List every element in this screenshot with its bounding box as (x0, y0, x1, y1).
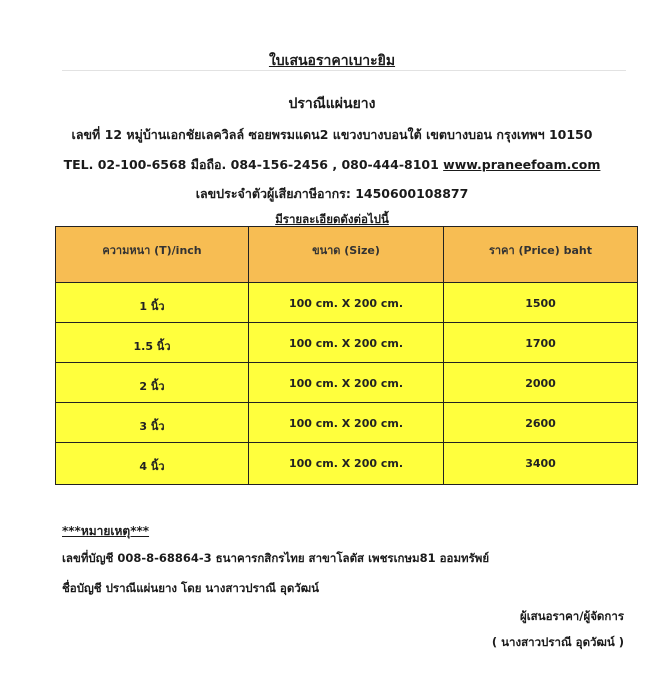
signature-name: ( นางสาวปราณี อุดวัฒน์ ) (491, 635, 624, 649)
cell-thickness: 1 นิ้ว (56, 283, 249, 323)
cell-thickness: 2 นิ้ว (56, 363, 249, 403)
phone-numbers: TEL. 02-100-6568 มือถือ. 084-156-2456 , 080-444-8101 (63, 157, 439, 172)
cell-size: 100 cm. X 200 cm. (249, 323, 444, 363)
header-price: ราคา (Price) baht (444, 227, 638, 283)
tax-id: เลขประจำตัวผู้เสียภาษีอากร: 1450600108877 (195, 186, 469, 201)
table-row (56, 283, 638, 323)
bank-account: เลขที่บัญชี 008-8-68864-3 ธนาคารกสิกรไทย สาขาโลตัส เพชรเกษม81 ออมทรัพย์ (62, 551, 490, 565)
table-row (56, 363, 638, 403)
cell-thickness: 4 นิ้ว (56, 443, 249, 485)
cell-thickness: 1.5 นิ้ว (56, 323, 249, 363)
cell-price: 2600 (444, 403, 638, 443)
notes-heading: ***หมายเหตุ*** (62, 524, 150, 538)
cell-size: 100 cm. X 200 cm. (249, 403, 444, 443)
price-table (55, 226, 638, 485)
cell-size: 100 cm. X 200 cm. (249, 443, 444, 485)
cell-size: 100 cm. X 200 cm. (249, 363, 444, 403)
document-title: ใบเสนอราคาเบาะยิม (268, 53, 396, 69)
cell-price: 1500 (444, 283, 638, 323)
table-row (56, 323, 638, 363)
table-row (56, 443, 638, 485)
cell-price: 3400 (444, 443, 638, 485)
contact-line (0, 155, 664, 175)
cell-price: 1700 (444, 323, 638, 363)
account-name: ชื่อบัญชี ปราณีแผ่นยาง โดย นางสาวปราณี อุดวัฒน์ (62, 581, 319, 595)
header-thickness: ความหนา (T)/inch (56, 227, 249, 283)
cell-size: 100 cm. X 200 cm. (249, 283, 444, 323)
signature-role: ผู้เสนอราคา/ผู้จัดการ (520, 609, 624, 623)
company-address: เลขที่ 12 หมู่บ้านเอกชัยเลควิลล์ ซอยพรมแดน2 แขวงบางบอนใต้ เขตบางบอน กรุงเทพฯ 10150 (71, 127, 593, 142)
header-size: ขนาด (Size) (249, 227, 444, 283)
details-heading: มีรายละเอียดดังต่อไปนี้ (275, 212, 389, 226)
table-row (56, 403, 638, 443)
table-header-row (56, 227, 638, 283)
website-link[interactable]: www.praneefoam.com (443, 157, 601, 172)
title-divider (62, 70, 626, 71)
cell-thickness: 3 นิ้ว (56, 403, 249, 443)
cell-price: 2000 (444, 363, 638, 403)
company-name: ปราณีแผ่นยาง (288, 96, 376, 112)
